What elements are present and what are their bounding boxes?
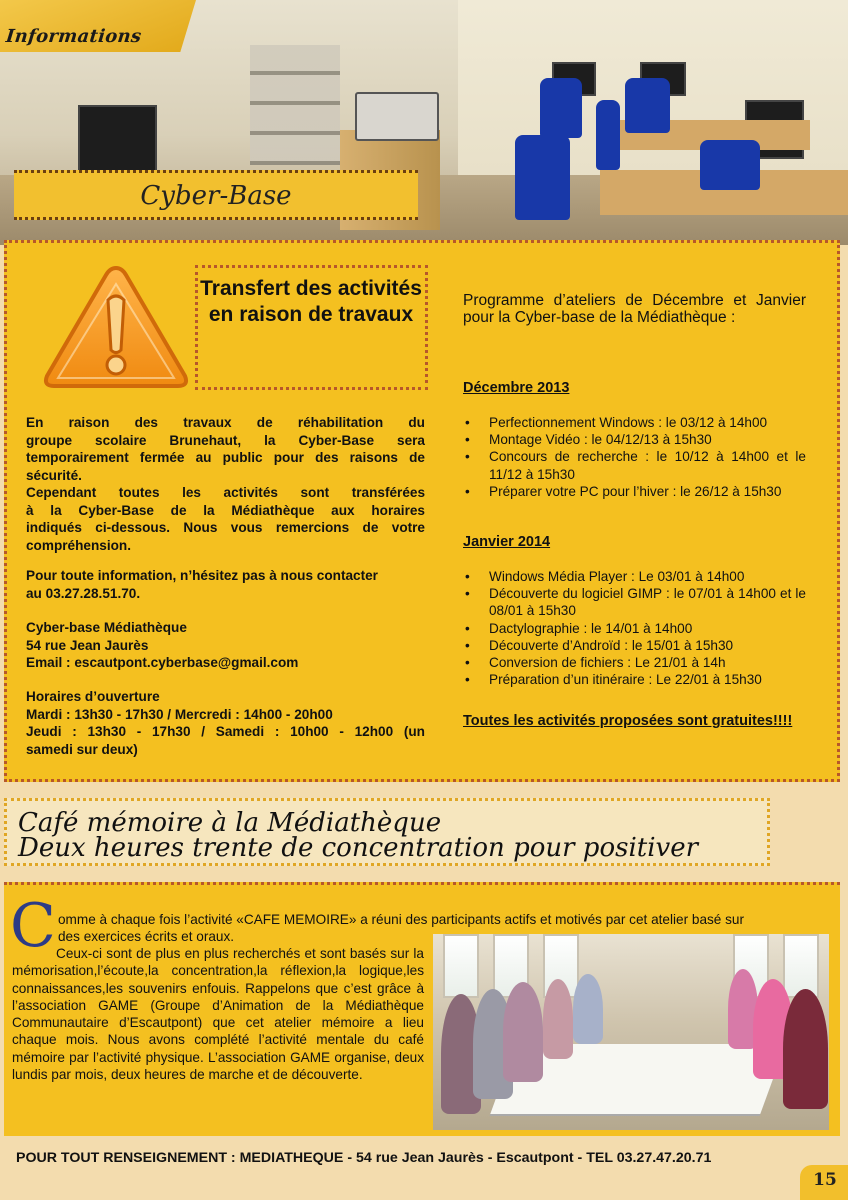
text-line: En raison des travaux de réhabilitation du bbox=[26, 415, 425, 430]
text-line: temporairement fermée au public pour des raisons de bbox=[26, 450, 425, 465]
text-line: Cyber-base Médiathèque bbox=[26, 620, 187, 635]
list-item: • Concours de recherche : le 10/12 à 14h00 et le 11/12 à 15h30 bbox=[489, 448, 806, 482]
page-number: 15 bbox=[813, 1170, 837, 1190]
contact-info bbox=[26, 567, 425, 602]
january-list bbox=[463, 568, 806, 688]
list-item: • Montage Vidéo : le 04/12/13 à 15h30 bbox=[489, 431, 806, 448]
december-list bbox=[463, 414, 806, 500]
cafe-group-photo bbox=[433, 934, 829, 1130]
footer-contact: POUR TOUT RENSEIGNEMENT : MEDIATHEQUE - 54 rue Jean Jaurès - Escautpont - TEL 03.27.47.20.71 bbox=[16, 1150, 712, 1166]
list-item: • Découverte du logiciel GIMP : le 07/01 à 14h00 et le 08/01 à 15h30 bbox=[489, 585, 806, 619]
text-line: au 03.27.28.51.70. bbox=[26, 585, 141, 601]
cafe-title: Café mémoire à la Médiathèque bbox=[18, 808, 442, 838]
drop-cap: C bbox=[10, 891, 56, 961]
text-line: sécurité. bbox=[26, 467, 82, 483]
list-item: • Découverte d’Androïd : le 15/01 à 15h30 bbox=[489, 637, 806, 654]
opening-hours bbox=[26, 688, 425, 758]
list-item: • Perfectionnement Windows : le 03/12 à 14h00 bbox=[489, 414, 806, 431]
free-activities-note: Toutes les activités proposées sont gratuites!!!! bbox=[463, 713, 793, 729]
cafe-text-line: omme à chaque fois l’activité «CAFE MEMOIRE» a réuni des participants actifs et motivés par cet atelier basé sur bbox=[58, 912, 745, 927]
list-item: • Conversion de fichiers : Le 21/01 à 14h bbox=[489, 654, 806, 671]
program-intro: Programme d’ateliers de Décembre et Janvier pour la Cyber-base de la Médiathèque : bbox=[463, 292, 806, 326]
cyber-base-heading bbox=[14, 170, 418, 220]
closure-intro bbox=[26, 414, 425, 554]
text-line: compréhension. bbox=[26, 537, 131, 553]
cafe-subtitle: Deux heures trente de concentration pour positiver bbox=[18, 833, 699, 863]
list-item: • Windows Média Player : Le 03/01 à 14h00 bbox=[489, 568, 806, 585]
text-line: samedi sur deux) bbox=[26, 741, 138, 757]
text-line: Jeudi : 13h30 - 17h30 / Samedi : 10h00 - 12h00 (un bbox=[26, 724, 425, 739]
email-text: Email : escautpont.cyberbase@gmail.com bbox=[26, 655, 299, 670]
cyber-base-title: Cyber-Base bbox=[140, 181, 292, 211]
warning-icon bbox=[42, 262, 190, 392]
text-line: Pour toute information, n’hésitez pas à nous contacter bbox=[26, 568, 378, 583]
text-line: à la Cyber-Base de la Médiathèque aux horaires bbox=[26, 502, 425, 518]
list-item: • Préparation d’un itinéraire : Le 22/01 à 15h30 bbox=[489, 671, 806, 688]
section-label: Informations bbox=[4, 26, 143, 47]
text-line: Cependant toutes les activités sont transférées bbox=[26, 485, 425, 500]
notice-title: Transfert des activités en raison de travaux bbox=[200, 277, 422, 326]
text-line: groupe scolaire Brunehaut, la Cyber-Base sera bbox=[26, 432, 425, 448]
address-block bbox=[26, 619, 425, 672]
december-title: Décembre 2013 bbox=[463, 380, 570, 396]
text-line: 54 rue Jean Jaurès bbox=[26, 637, 149, 653]
cafe-text-line: des exercices écrits et oraux. bbox=[58, 929, 235, 944]
list-item: • Préparer votre PC pour l’hiver : le 26/12 à 15h30 bbox=[489, 483, 806, 500]
text-line: Horaires d’ouverture bbox=[26, 689, 160, 704]
cafe-body: Ceux-ci sont de plus en plus recherchés et sont basés sur la mémorisation,l’écoute,la concentration,la réflexion,la logique,les connaissances,les souvenirs enfouis. Rappelons que c’est grâce à l’association GAME (Groupe d’Animation de la Médiathèque Communautaire d’Escautpont) que cet atelier mémoire a lieu chaque mois. Nous avons complété l’activité mentale du café mémoire par l’activité physique. L’association GAME organise, deux lundis par mois, deux heures de marche et de découverte. bbox=[12, 946, 424, 1083]
list-item: • Dactylographie : le 14/01 à 14h00 bbox=[489, 620, 806, 637]
text-line: indiqués ci-dessous. Nous vous remercions de votre bbox=[26, 520, 425, 535]
january-title: Janvier 2014 bbox=[463, 534, 551, 550]
text-line: Mardi : 13h30 - 17h30 / Mercredi : 14h00 - 20h00 bbox=[26, 706, 333, 722]
